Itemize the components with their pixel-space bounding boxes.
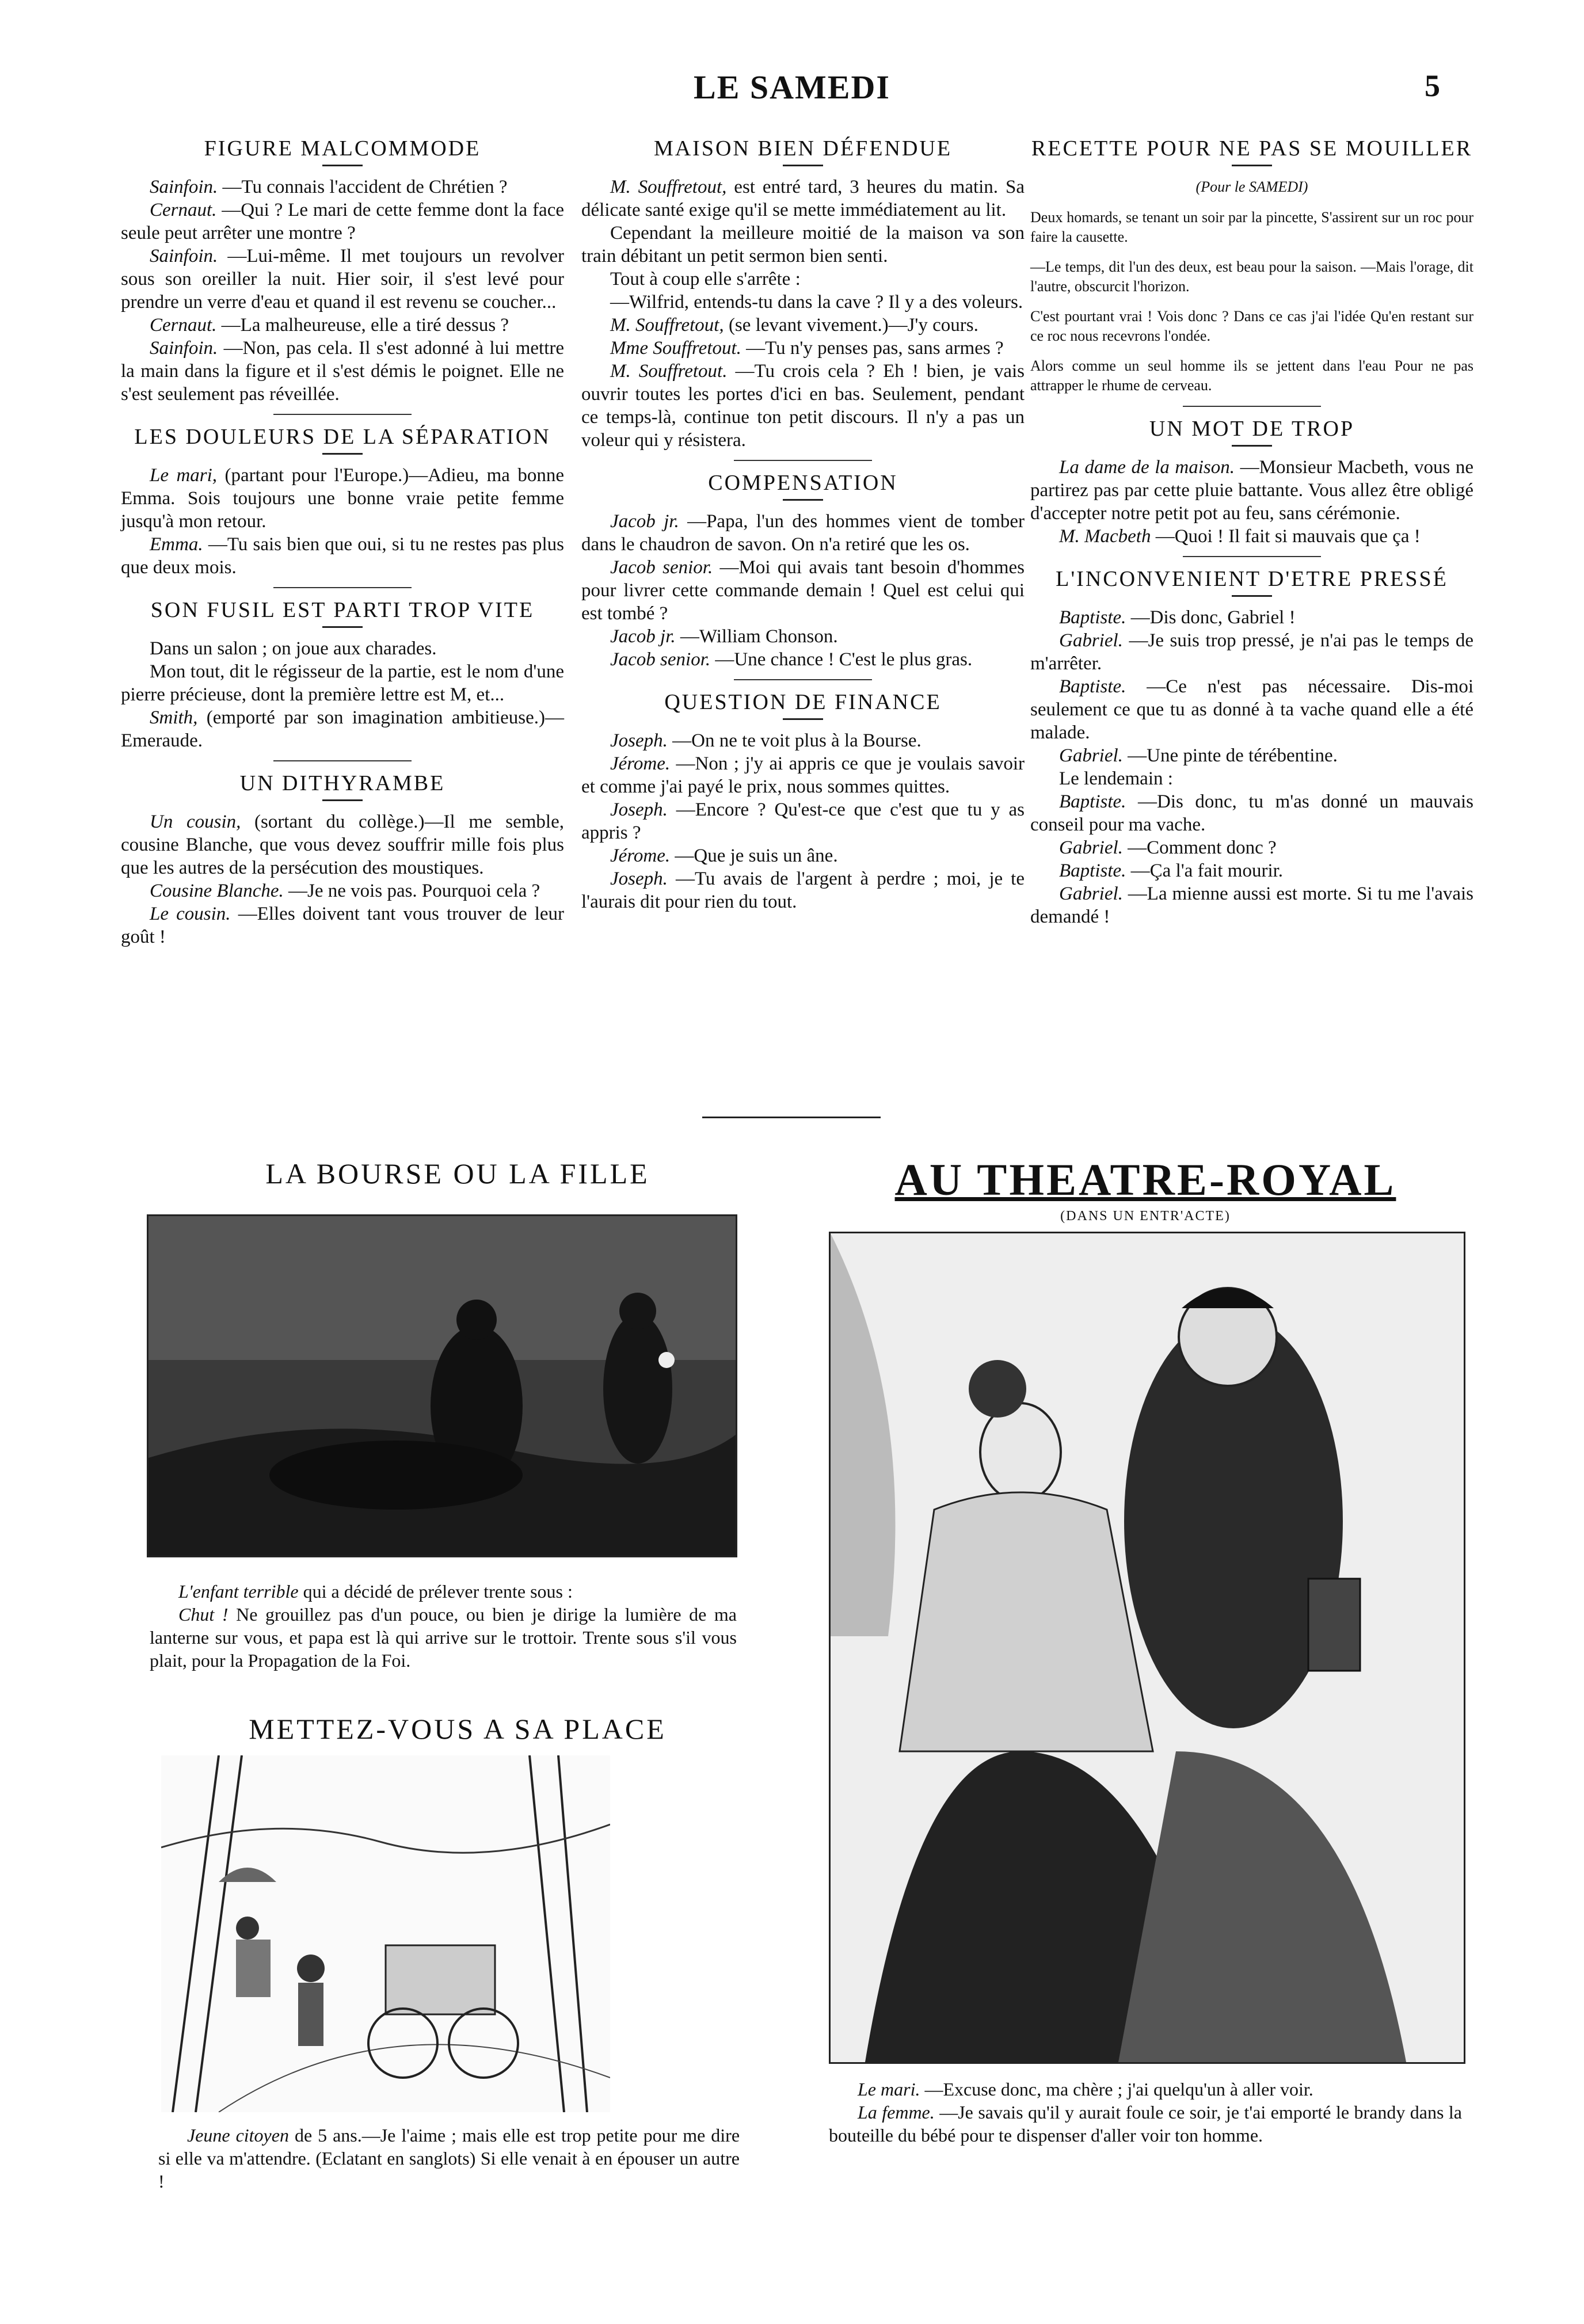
line-text: —Tu sais bien que oui, si tu ne restes pas plus que deux mois. [121,534,564,578]
section-body [581,176,1025,452]
line-text: —La mienne aussi est morte. Si tu me l'avais demandé ! [1030,883,1473,927]
section-subtitle: (Pour le SAMEDI) [1195,178,1308,195]
speaker-name: Jacob jr. [610,626,676,647]
dialogue-line [581,844,1025,867]
dialogue-line [121,660,564,706]
dialogue-line [1030,525,1473,548]
line-text: est entré tard, 3 heures du matin. Sa délicate santé exige qu'il se mette immédiatement au lit. [581,177,1025,220]
dialogue-line [1030,790,1473,836]
section-body [121,176,564,406]
speaker-name: M. Souffretout. [610,361,728,382]
dialogue-line [581,314,1025,337]
line-text: —Une chance ! C'est le plus gras. [715,649,973,670]
dialogue-line [581,625,1025,648]
section-title: SON FUSIL EST PARTI TROP VITE [150,598,535,622]
speaker-name: Jacob jr. [610,511,679,532]
line-text: (se levant vivement.)—J'y cours. [728,315,978,336]
title-rule [1232,445,1272,447]
section-body [1030,606,1473,928]
cartoon-caption [150,1580,737,1672]
cartoon-title: LA BOURSE OU LA FILLE [265,1157,650,1190]
speaker-name: Jeune citoyen [187,2125,289,2146]
speaker-name: La femme. [858,2102,935,2123]
dialogue-line [1030,675,1473,744]
line-text: (emporté par son imagination ambitieuse.)—Emeraude. [121,707,565,751]
dialogue-line [121,706,564,752]
speaker-name: M. Souffretout, [610,315,724,336]
speaker-name: Gabriel. [1059,745,1123,766]
cartoon-title: METTEZ-VOUS A SA PLACE [249,1713,667,1745]
title-rule [783,718,823,720]
line-text: —Qui ? Le mari de cette femme dont la face seule peut arrêter une montre ? [121,200,564,243]
speaker-name: Sainfoin. [150,246,218,266]
dialogue-line [121,337,564,406]
title-rule [783,165,823,166]
speaker-name: Emma. [150,534,203,555]
speaker-name: M. Souffretout, [610,177,727,197]
speaker-name: Jérome. [610,845,671,866]
line-text: —Non, pas cela. Il s'est adonné à lui mettre la main dans la figure et il s'est démis le poignet. Elle ne s'est seulement pas réveillée. [121,338,564,405]
dialogue-line [581,510,1025,556]
speaker-name: La dame de la maison. [1059,457,1235,478]
section-title: UN MOT DE TROP [1149,417,1355,441]
speaker-name: Smith, [150,707,198,728]
column-2 [581,127,1025,913]
line-text: —Dis donc, Gabriel ! [1130,607,1296,628]
dialogue-line [1030,629,1473,675]
separator [273,760,412,761]
speaker-name: Cousine Blanche. [150,881,284,901]
line-text: —Quoi ! Il fait si mauvais que ça ! [1155,526,1421,547]
dialogue-line [581,222,1025,268]
column-3 [1030,127,1473,928]
section-body [581,729,1025,913]
line-text: —Tu connais l'accident de Chrétien ? [222,177,508,197]
dialogue-line [581,867,1025,913]
speaker-name: Baptiste. [1059,676,1126,697]
speaker-name: Cernaut. [150,200,217,220]
poem-stanza: Alors comme un seul homme ils se jettent dans l'eau Pour ne pas attrapper le rhume de cerveau. [1030,357,1473,394]
dialogue-line [581,360,1025,452]
section-title: COMPENSATION [708,471,898,495]
poem-stanza: —Le temps, dit l'un des deux, est beau pour la saison. —Mais l'orage, dit l'autre, obscurcit l'horizon. [1030,258,1473,295]
page-number: 5 [1425,68,1440,103]
section-body [121,637,564,752]
title-rule [1232,165,1272,166]
dialogue-line [121,879,564,902]
section-title: LES DOULEURS DE LA SÉPARATION [134,425,551,449]
dialogue-line [1030,456,1473,525]
dialogue-line [581,648,1025,671]
line-text: —Je ne vois pas. Pourquoi cela ? [288,881,540,901]
speaker-name: Joseph. [610,799,668,820]
line-text: —Comment donc ? [1128,837,1277,858]
line-text: —William Chonson. [680,626,838,647]
dialogue-line [158,2124,740,2193]
line-text: Dans un salon ; on joue aux charades. [150,638,437,659]
line-text: —Une pinte de térébentine. [1128,745,1338,766]
line-text: —La malheureuse, elle a tiré dessus ? [221,315,509,336]
speaker-name: Cernaut. [150,315,217,336]
separator [734,460,872,461]
line-text: Ne grouillez pas d'un pouce, ou bien je dirige la lumière de ma lanterne sur vous, et papa est là qui arrive sur le trottoir. Trente sous s'il vous plait, pour la Propagation de la Foi. [150,1604,737,1671]
speaker-name: Jacob senior. [610,557,713,578]
column-1 [121,127,564,948]
section-title: FIGURE MALCOMMODE [204,136,481,161]
title-rule [322,626,363,628]
dialogue-line [581,176,1025,222]
line-text: —Lui-même. Il met toujours un revolver sous son oreiller la nuit. Hier soir, il s'est levé pour prendre un verre d'eau et quand il est revenu se coucher... [121,246,564,313]
title-rule [1232,595,1272,597]
line-text: —Excuse donc, ma chère ; j'ai quelqu'un à aller voir. [924,2079,1313,2100]
dialogue-line [121,314,564,337]
speaker-name: Chut ! [178,1604,229,1625]
line-text: Mon tout, dit le régisseur de la partie, est le nom d'une pierre précieuse, dont la première lettre est M, et... [121,661,564,705]
line-text: —Moi qui avais tant besoin d'hommes pour livrer cette commande demain ! Quel est celui qui est tombé ? [581,557,1025,624]
speaker-name: Le cousin. [150,904,231,924]
stroller-drawing [161,1755,610,2112]
line-text: —Papa, l'un des hommes vient de tomber dans le chaudron de savon. On n'a retiré que les os. [581,511,1025,555]
separator [1183,406,1321,407]
night-scene-illustration [147,1214,737,1557]
dialogue-line [581,291,1025,314]
page-divider [702,1117,881,1118]
dialogue-line [1030,767,1473,790]
dialogue-line [581,337,1025,360]
section-body [121,464,564,579]
section-body [581,510,1025,671]
cartoon-subtitle: (DANS UN ENTR'ACTE) [1060,1209,1231,1224]
dialogue-line [1030,744,1473,767]
cartoon-caption [158,2124,740,2193]
night-scene-drawing [148,1216,736,1556]
separator [1183,556,1321,557]
line-text: —Encore ? Qu'est-ce que c'est que tu y as appris ? [581,799,1025,843]
dialogue-line [1030,606,1473,629]
speaker-name: Sainfoin. [150,338,218,359]
dialogue-line [1030,882,1473,928]
separator [734,679,872,680]
theatre-drawing [831,1233,1464,2062]
title-rule [783,499,823,501]
poem-stanza: C'est pourtant vrai ! Vois donc ? Dans ce cas j'ai l'idée Qu'en restant sur ce roc nous recevrons l'ondée. [1030,308,1473,344]
line-text: Le lendemain : [1059,768,1173,789]
separator [273,414,412,415]
line-text: —Je suis trop pressé, je n'ai pas le temps de m'arrêter. [1030,630,1474,674]
newspaper-title: LE SAMEDI [694,68,890,106]
dialogue-line [121,176,564,199]
title-rule [322,799,363,801]
dialogue-line [121,464,564,533]
dialogue-line [121,810,564,879]
stroller-illustration [161,1755,610,2112]
dialogue-line [581,798,1025,844]
dialogue-line [121,902,564,948]
line-text: —Monsieur Macbeth, vous ne partirez pas par cette pluie battante. Vous allez être obligé d'accepter notre petit pot au feu, sans cérémonie. [1030,457,1474,524]
dialogue-line [121,637,564,660]
speaker-name: Un cousin, [150,812,241,832]
speaker-name: Baptiste. [1059,860,1126,881]
speaker-name: Joseph. [610,868,668,889]
line-text: —Tu crois cela ? Eh ! bien, je vais ouvrir toutes les portes d'ici en bas. Seulement, pendant ce temps-là, continue ton petit discours. Il n'y a pas un voleur qui y résistera. [581,361,1025,451]
line-text: —Que je suis un âne. [675,845,838,866]
dialogue-line [121,533,564,579]
line-text: —Elles doivent tant vous trouver de leur goût ! [121,904,565,947]
speaker-name: Joseph. [610,730,668,751]
line-text: —Non ; j'y ai appris ce que je voulais savoir et comme j'ai payé le prix, nous sommes quittes. [581,753,1025,797]
line-text: Cependant la meilleure moitié de la maison va son train débitant un petit sermon bien senti. [581,223,1025,266]
line-text: de 5 ans.—Je l'aime ; mais elle est trop petite pour me dire si elle va m'attendre. (Eclatant en sanglots) Si elle venait à en épouser un autre ! [158,2125,740,2192]
dialogue-line [581,729,1025,752]
dialogue-line [121,245,564,314]
dialogue-line [150,1603,737,1672]
dialogue-line [581,752,1025,798]
cartoon-caption [829,2078,1462,2147]
title-rule [322,165,363,166]
speaker-name: Sainfoin. [150,177,218,197]
speaker-name: M. Macbeth [1059,526,1151,547]
section-title: L'INCONVENIENT D'ETRE PRESSÉ [1056,567,1448,591]
section-body [1030,456,1473,548]
line-text: Tout à coup elle s'arrête : [610,269,801,289]
line-text: —Ça l'a fait mourir. [1130,860,1284,881]
poem-body [1030,208,1473,395]
separator [273,587,412,588]
speaker-name: Le mari. [858,2079,920,2100]
cartoon-title: AU THEATRE-ROYAL [894,1155,1396,1205]
title-rule [322,453,363,455]
dialogue-line [1030,836,1473,859]
dialogue-line [121,199,564,245]
section-title: UN DITHYRAMBE [239,771,446,795]
speaker-name: Gabriel. [1059,630,1123,651]
section-title: RECETTE POUR NE PAS SE MOUILLER [1031,136,1473,161]
speaker-name: Mme Souffretout. [610,338,741,359]
line-text: —Tu n'y penses pas, sans armes ? [746,338,1004,359]
speaker-name: Jérome. [610,753,671,774]
speaker-name: Gabriel. [1059,883,1123,904]
line-text: (sortant du collège.)—Il me semble, cousine Blanche, que vous devez souffrir mille fois plus que les autres de la persécution des moustiques. [121,812,564,878]
line-text: —Ce n'est pas nécessaire. Dis-moi seulement ce que tu as donné à ta vache quand elle a été malade. [1030,676,1474,743]
speaker-name: L'enfant terrible [178,1581,299,1602]
line-text: (partant pour l'Europe.)—Adieu, ma bonne Emma. Sois toujours une bonne vraie petite femme jusqu'à mon retour. [121,465,565,532]
line-text: —Je savais qu'il y aurait foule ce soir, je t'ai emporté le brandy dans la bouteille du bébé pour te dispenser d'aller voir ton homme. [829,2102,1463,2146]
theatre-illustration [829,1232,1465,2064]
line-text: —Wilfrid, entends-tu dans la cave ? Il y a des voleurs. [610,292,1023,313]
dialogue-line [829,2078,1462,2101]
dialogue-line [1030,859,1473,882]
line-text: —Dis donc, tu m'as donné un mauvais conseil pour ma vache. [1030,791,1474,835]
speaker-name: Baptiste. [1059,607,1126,628]
line-text: —Tu avais de l'argent à perdre ; moi, je te l'aurais dit pour rien du tout. [581,868,1025,912]
section-body [121,810,564,948]
poem-stanza: Deux homards, se tenant un soir par la pincette, S'assirent sur un roc pour faire la causette. [1030,209,1473,245]
dialogue-line [150,1580,737,1603]
dialogue-line [829,2101,1462,2147]
dialogue-line [581,268,1025,291]
speaker-name: Jacob senior. [610,649,711,670]
section-title: MAISON BIEN DÉFENDUE [653,136,953,161]
section-title: QUESTION DE FINANCE [664,690,942,714]
speaker-name: Gabriel. [1059,837,1123,858]
dialogue-line [581,556,1025,625]
line-text: —On ne te voit plus à la Bourse. [672,730,922,751]
speaker-name: Baptiste. [1059,791,1126,812]
speaker-name: Le mari, [150,465,218,486]
line-text: qui a décidé de prélever trente sous : [303,1581,573,1602]
